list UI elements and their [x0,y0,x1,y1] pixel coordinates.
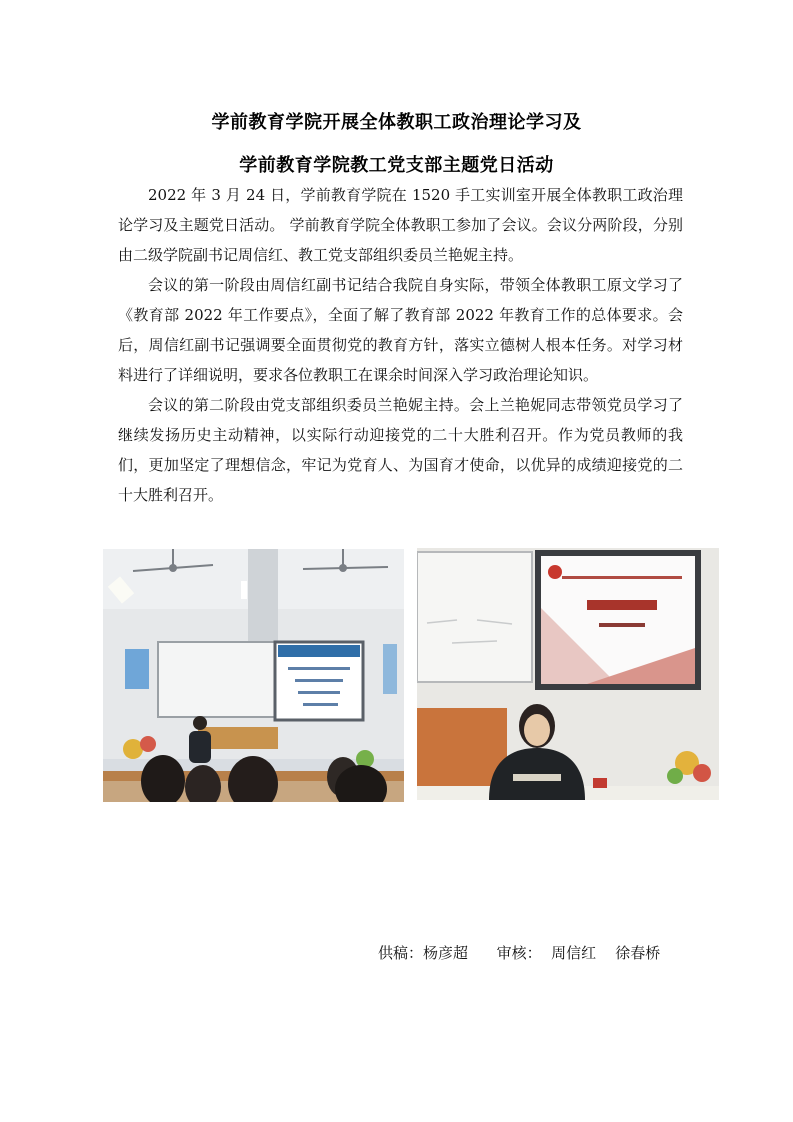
paragraph-2: 会议的第一阶段由周信红副书记结合我院自身实际，带领全体教职工原文学习了《教育部 2022 年工作要点》，全面了解了教育部 2022 年教育工作的总体要求。会后，周信红副书记强调要全面贯彻党的教育方针，落实立德树人根本任务。对学习材料进行了详细说明，要求各位教职工在课余时间深入学习政治理论知识。 [118,276,683,384]
meeting-photo-left [103,549,404,802]
paragraph-3: 会议的第二阶段由党支部组织委员兰艳妮主持。会上兰艳妮同志带领党员学习了继续发扬历史主动精神，以实际行动迎接党的二十大胜利召开。作为党员教师的我们，更加坚定了理想信念，牢记为党育人、为国育才使命，以优异的成绩迎接党的二十大胜利召开。 [118,396,683,504]
paragraph-1: 2022 年 3 月 24 日，学前教育学院在 1520 手工实训室开展全体教职工政治理论学习及主题党日活动。 学前教育学院全体教职工参加了会议。会议分两阶段，分别由二级学院副书记周信红、教工党支部组织委员兰艳妮主持。 [118,186,683,264]
article-body [118,180,683,510]
page-subtitle: 学前教育学院教工党支部主题党日活动 [239,155,554,176]
meeting-photo-right [417,548,719,800]
credits-line: 供稿：杨彦超 审核： 周信红 徐春桥 [378,944,661,962]
page-title: 学前教育学院开展全体教职工政治理论学习及 [211,112,582,133]
